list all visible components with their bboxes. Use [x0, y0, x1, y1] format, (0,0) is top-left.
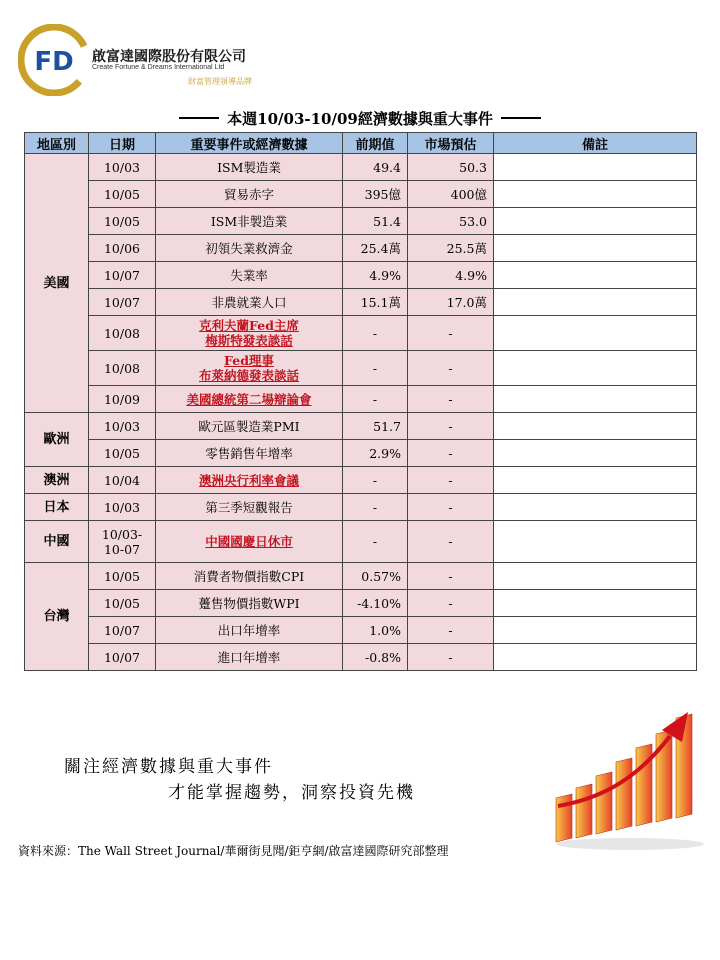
note-cell	[494, 644, 697, 671]
table-row	[25, 590, 697, 617]
event-cell: 貿易赤字	[156, 181, 343, 208]
forecast-value-cell: -	[408, 467, 494, 494]
highlighted-event: 澳洲央行利率會議	[198, 472, 299, 488]
forecast-value-cell: -	[408, 494, 494, 521]
note-cell	[494, 440, 697, 467]
note-cell	[494, 289, 697, 316]
event-cell	[156, 316, 343, 351]
highlighted-event: 美國總統第二場辯論會	[186, 391, 312, 407]
page-title-row	[24, 108, 696, 128]
event-cell: 消費者物價指數CPI	[156, 563, 343, 590]
previous-value-cell: 0.57%	[343, 563, 408, 590]
date-cell: 10/08	[89, 351, 156, 386]
forecast-value-cell: 17.0萬	[408, 289, 494, 316]
table-row	[25, 386, 697, 413]
highlighted-event-line: 布萊納德發表談話	[198, 368, 299, 383]
forecast-value-cell: -	[408, 351, 494, 386]
forecast-value-cell: -	[408, 563, 494, 590]
forecast-value-cell: -	[408, 386, 494, 413]
note-cell	[494, 386, 697, 413]
date-cell: 10/05	[89, 590, 156, 617]
table-row	[25, 289, 697, 316]
note-cell	[494, 154, 697, 181]
date-cell: 10/03	[89, 413, 156, 440]
company-name: 啟富達國際股份有限公司	[92, 49, 246, 65]
event-cell	[156, 521, 343, 563]
previous-value-cell: -4.10%	[343, 590, 408, 617]
note-cell	[494, 590, 697, 617]
forecast-value-cell: -	[408, 590, 494, 617]
forecast-value-cell: 53.0	[408, 208, 494, 235]
region-cell-jp: 日本	[25, 494, 89, 521]
previous-value-cell: 25.4萬	[343, 235, 408, 262]
table-header-row	[25, 133, 697, 154]
table-row	[25, 413, 697, 440]
date-cell: 10/06	[89, 235, 156, 262]
title-rule-left	[179, 117, 219, 119]
highlighted-event-line: 克利夫蘭Fed主席	[199, 318, 299, 333]
forecast-value-cell: -	[408, 521, 494, 563]
region-cell-au: 澳洲	[25, 467, 89, 494]
note-cell	[494, 521, 697, 563]
event-cell: 歐元區製造業PMI	[156, 413, 343, 440]
previous-value-cell: 51.7	[343, 413, 408, 440]
event-cell: 出口年增率	[156, 617, 343, 644]
logo-letters: FD	[34, 47, 74, 77]
date-cell: 10/07	[89, 617, 156, 644]
note-cell	[494, 617, 697, 644]
note-cell	[494, 262, 697, 289]
column-header-region: 地區別	[25, 133, 89, 154]
forecast-value-cell: -	[408, 413, 494, 440]
table-row	[25, 494, 697, 521]
column-header-event: 重要事件或經濟數據	[156, 133, 343, 154]
rising-bar-chart-icon	[552, 706, 704, 852]
table-row	[25, 262, 697, 289]
highlighted-event-line: 梅斯特發表談話	[205, 333, 293, 348]
previous-value-cell: -	[343, 494, 408, 521]
event-cell: 初領失業救濟金	[156, 235, 343, 262]
event-cell: 失業率	[156, 262, 343, 289]
event-cell: 躉售物價指數WPI	[156, 590, 343, 617]
slogan-line-2: 才能掌握趨勢，洞察投資先機	[168, 783, 415, 803]
previous-value-cell: 15.1萬	[343, 289, 408, 316]
economic-events-table	[24, 132, 697, 671]
event-cell: 非農就業人口	[156, 289, 343, 316]
table-row	[25, 563, 697, 590]
table-row	[25, 208, 697, 235]
company-english-name: Create Fortune & Dreams International Ltd	[92, 64, 225, 71]
date-cell: 10/05	[89, 181, 156, 208]
date-cell: 10/08	[89, 316, 156, 351]
date-range-start: 10/03-	[101, 526, 143, 542]
note-cell	[494, 494, 697, 521]
forecast-value-cell: -	[408, 440, 494, 467]
previous-value-cell: 4.9%	[343, 262, 408, 289]
previous-value-cell: -0.8%	[343, 644, 408, 671]
note-cell	[494, 351, 697, 386]
event-cell: 進口年增率	[156, 644, 343, 671]
previous-value-cell: 51.4	[343, 208, 408, 235]
date-cell: 10/04	[89, 467, 156, 494]
column-header-date: 日期	[89, 133, 156, 154]
date-cell: 10/09	[89, 386, 156, 413]
forecast-value-cell: 50.3	[408, 154, 494, 181]
table-row	[25, 521, 697, 563]
previous-value-cell: -	[343, 351, 408, 386]
table-row	[25, 617, 697, 644]
forecast-value-cell: 25.5萬	[408, 235, 494, 262]
region-cell-cn: 中國	[25, 521, 89, 563]
data-source-note: 資料來源：The Wall Street Journal/華爾街見聞/鉅亨網/啟富達國際研究部整理	[18, 844, 449, 858]
region-cell-tw: 台灣	[25, 563, 89, 671]
region-cell-eu: 歐洲	[25, 413, 89, 467]
forecast-value-cell: 4.9%	[408, 262, 494, 289]
note-cell	[494, 235, 697, 262]
date-cell: 10/05	[89, 563, 156, 590]
previous-value-cell: 2.9%	[343, 440, 408, 467]
table-row	[25, 351, 697, 386]
previous-value-cell: -	[343, 316, 408, 351]
table-row	[25, 644, 697, 671]
slogan-line-1: 關注經濟數據與重大事件	[64, 757, 273, 777]
company-tagline: 財富管理領導品牌	[188, 77, 252, 86]
forecast-value-cell: -	[408, 316, 494, 351]
forecast-value-cell: -	[408, 617, 494, 644]
page-title: 本週10/03-10/09經濟數據與重大事件	[227, 109, 493, 128]
table-row	[25, 467, 697, 494]
previous-value-cell: 1.0%	[343, 617, 408, 644]
table-row	[25, 235, 697, 262]
table-row	[25, 316, 697, 351]
event-cell: 零售銷售年增率	[156, 440, 343, 467]
note-cell	[494, 563, 697, 590]
previous-value-cell: -	[343, 386, 408, 413]
column-header-note: 備註	[494, 133, 697, 154]
highlighted-event: 中國國慶日休市	[205, 534, 293, 549]
note-cell	[494, 467, 697, 494]
company-logo	[18, 24, 258, 96]
event-cell: ISM製造業	[156, 154, 343, 181]
previous-value-cell: -	[343, 467, 408, 494]
table-row	[25, 440, 697, 467]
date-range-end: 10-07	[103, 541, 141, 557]
table-row	[25, 154, 697, 181]
event-cell	[156, 386, 343, 413]
date-cell: 10/03	[89, 494, 156, 521]
note-cell	[494, 413, 697, 440]
event-cell: 第三季短觀報告	[156, 494, 343, 521]
date-cell: 10/05	[89, 208, 156, 235]
highlighted-event-line: Fed理事	[224, 353, 274, 368]
note-cell	[494, 316, 697, 351]
note-cell	[494, 181, 697, 208]
previous-value-cell: 395億	[343, 181, 408, 208]
date-cell: 10/07	[89, 644, 156, 671]
date-cell: 10/05	[89, 440, 156, 467]
event-cell	[156, 467, 343, 494]
date-cell: 10/07	[89, 262, 156, 289]
table-row	[25, 181, 697, 208]
previous-value-cell: -	[343, 521, 408, 563]
event-cell: ISM非製造業	[156, 208, 343, 235]
date-cell: 10/07	[89, 289, 156, 316]
title-rule-right	[501, 117, 541, 119]
column-header-previous: 前期值	[343, 133, 408, 154]
date-cell	[89, 521, 156, 563]
previous-value-cell: 49.4	[343, 154, 408, 181]
note-cell	[494, 208, 697, 235]
date-cell: 10/03	[89, 154, 156, 181]
region-cell-us: 美國	[25, 154, 89, 413]
column-header-forecast: 市場預估	[408, 133, 494, 154]
forecast-value-cell: -	[408, 644, 494, 671]
logo-emblem-icon	[18, 24, 90, 96]
forecast-value-cell: 400億	[408, 181, 494, 208]
event-cell	[156, 351, 343, 386]
